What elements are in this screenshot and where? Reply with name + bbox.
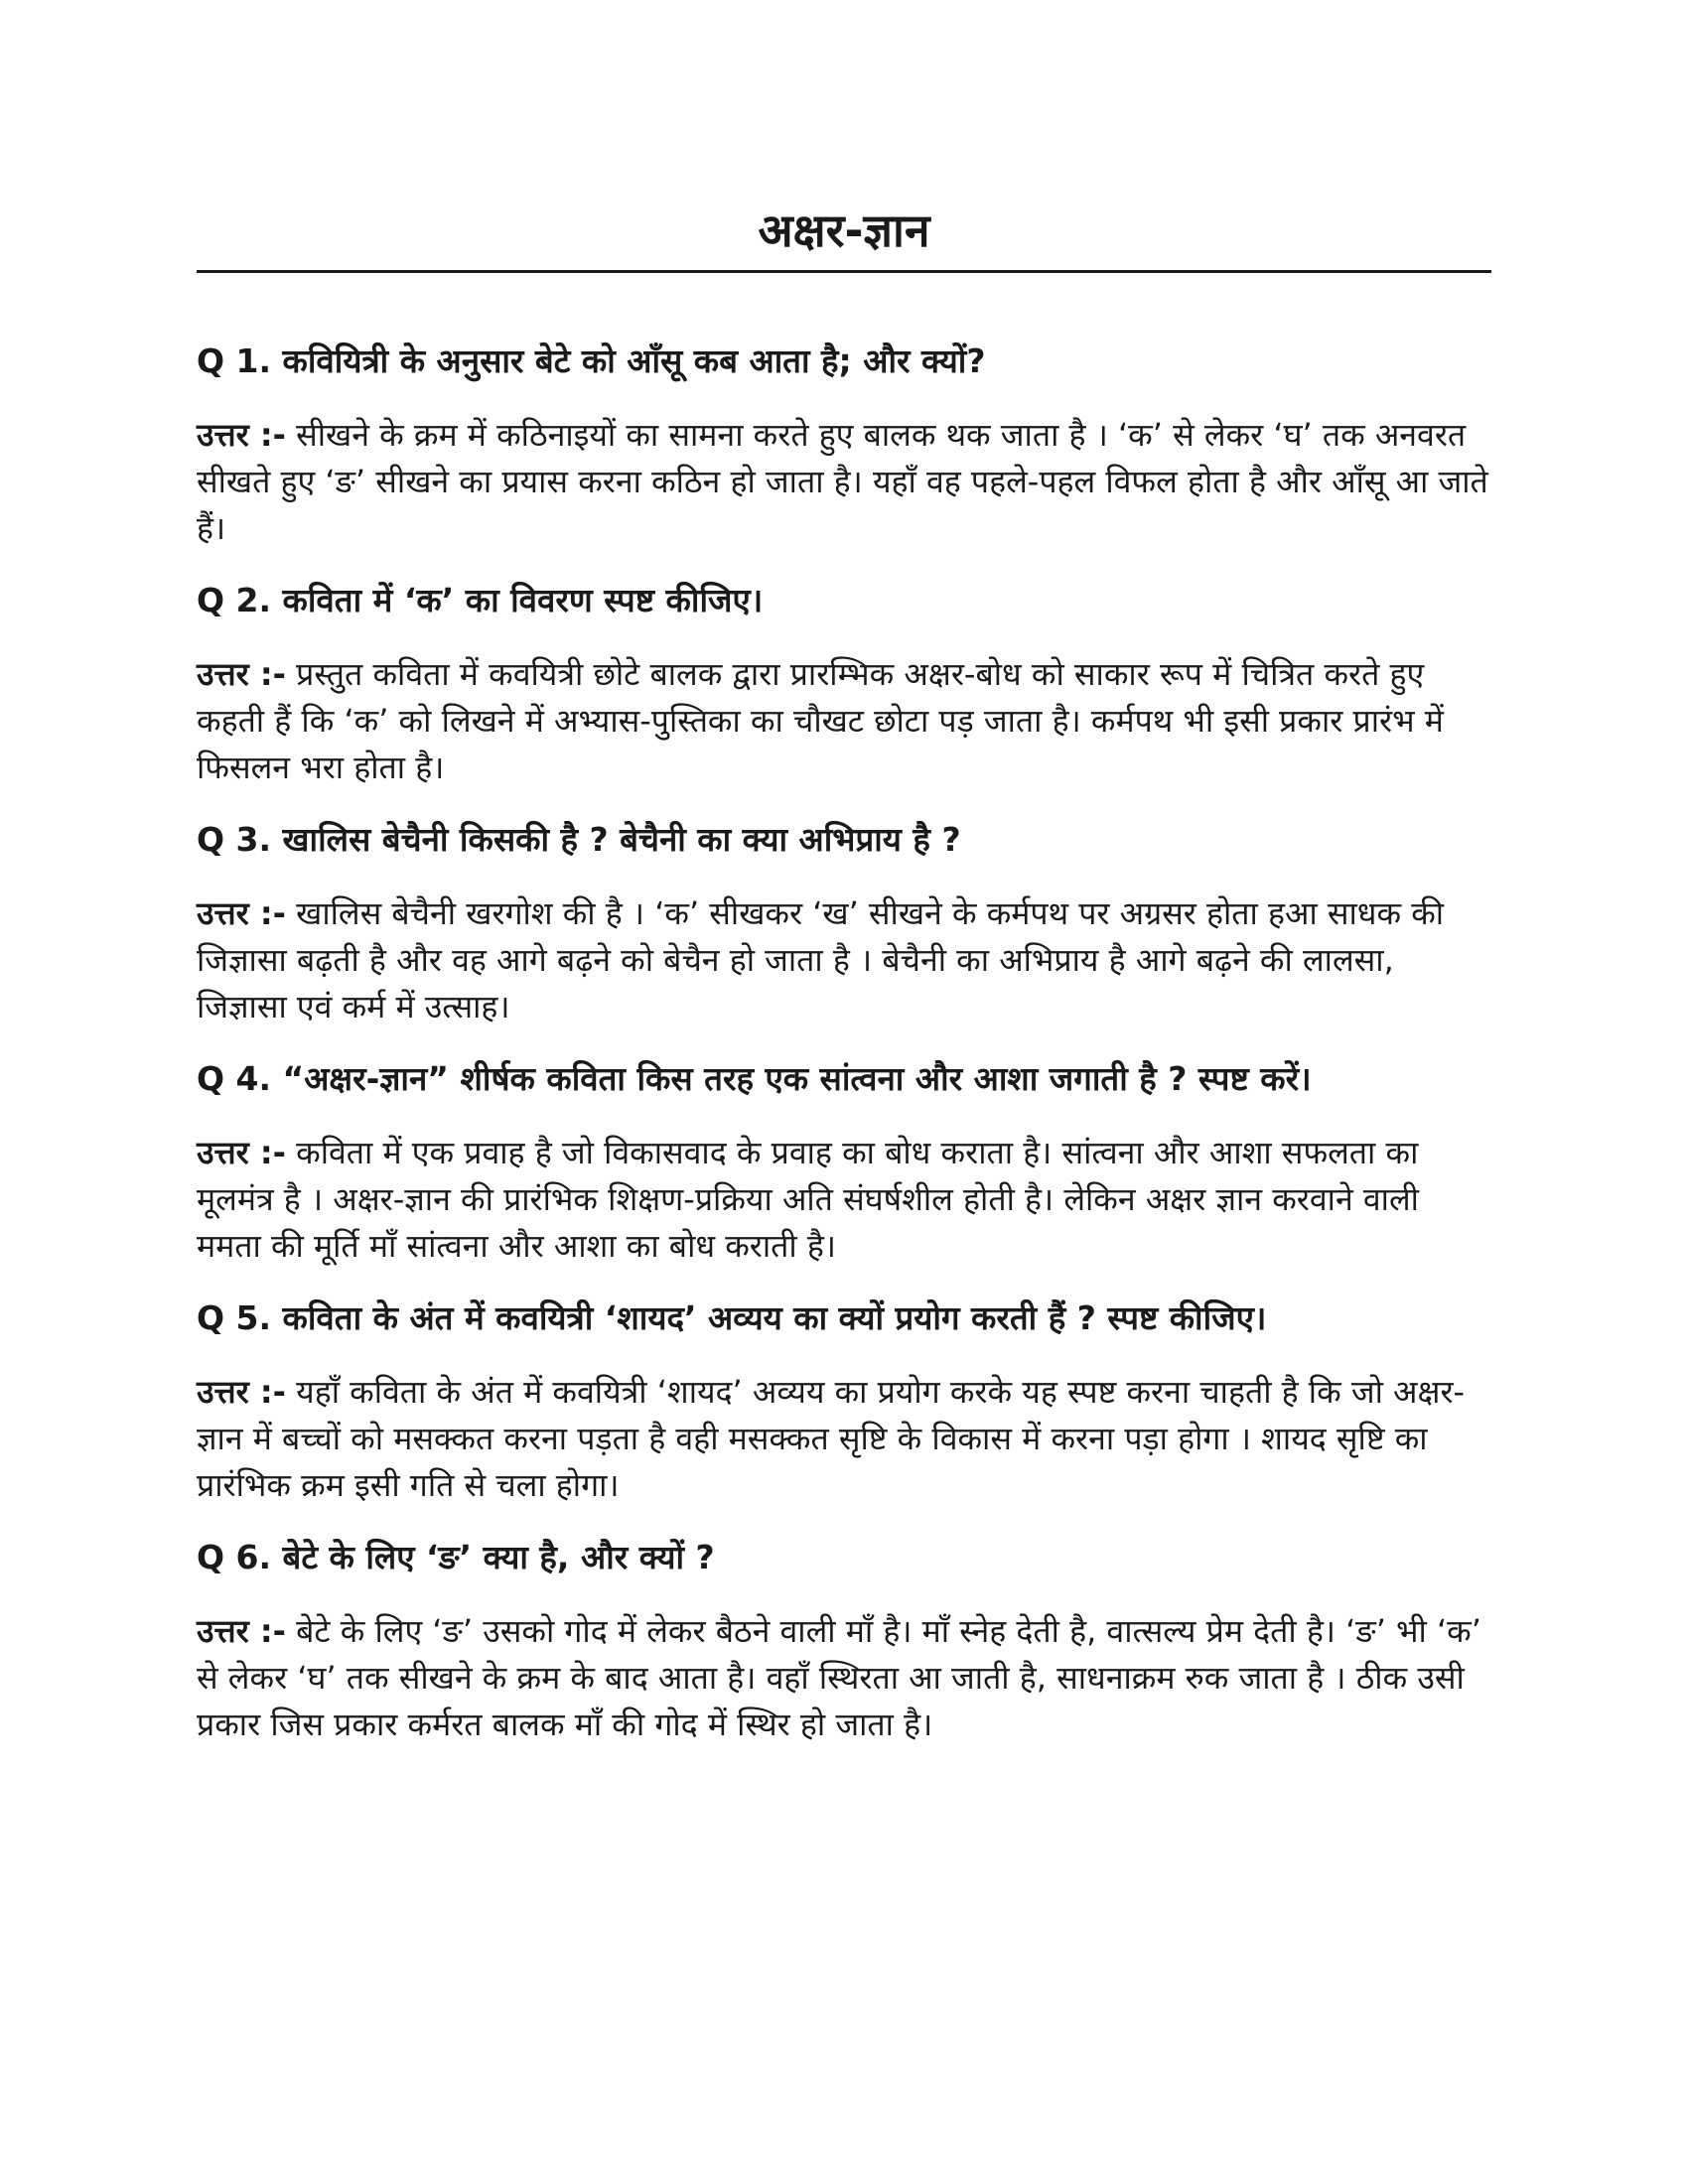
question-2: Q 2. कविता में ‘क’ का विवरण स्पष्ट कीजिए। (197, 581, 764, 619)
question-4: Q 4. “अक्षर-ज्ञान” शीर्षक कविता किस तरह एक सांत्वना और आशा जगाती है ? स्पष्ट करें। (197, 1059, 1312, 1098)
title-divider (197, 270, 1491, 273)
qa-item-1 (197, 339, 1491, 552)
qa-item-5 (197, 1296, 1491, 1509)
answer-text: यहाँ कविता के अंत में कवयित्री ‘शायद’ अव्यय का प्रयोग करके यह स्पष्ट करना चाहती है कि जो अक्षर-ज्ञान में बच्चों को मसक्कत करना पड़ता है वही मसक्कत सृष्टि के विकास में करना पड़ा होगा । शायद सृष्टि का प्रारंभिक क्रम इसी गति से चला होगा। (197, 1373, 1466, 1504)
question-6: Q 6. बेटे के लिए ‘ङ’ क्या है, और क्यों ? (197, 1538, 715, 1576)
qa-item-2 (197, 578, 1491, 791)
answer-2 (197, 651, 1491, 791)
answer-label: उत्तर :- (197, 894, 286, 932)
answer-1 (197, 412, 1491, 552)
question-1: Q 1. कवियित्री के अनुसार बेटे को आँसू कब आता है; और क्यों? (197, 341, 986, 380)
document-page (197, 199, 1491, 1774)
answer-label: उत्तर :- (197, 1373, 286, 1411)
answer-4 (197, 1130, 1491, 1270)
answer-6 (197, 1608, 1491, 1748)
page-title: अक्षर-ज्ञान (758, 204, 930, 257)
qa-item-4 (197, 1056, 1491, 1270)
qa-list (197, 339, 1491, 1748)
answer-3 (197, 890, 1491, 1030)
answer-text: प्रस्तुत कविता में कवयित्री छोटे बालक द्वारा प्रारम्भिक अक्षर-बोध को साकार रूप में चित्रित करते हुए कहती हैं कि ‘क’ को लिखने में अभ्यास-पुस्तिका का चौखट छोटा पड़ जाता है। कर्मपथ भी इसी प्रकार प्रारंभ में फिसलन भरा होता है। (197, 655, 1444, 786)
answer-label: उत्तर :- (197, 1612, 286, 1650)
answer-5 (197, 1369, 1491, 1509)
answer-label: उत्तर :- (197, 1134, 286, 1171)
qa-item-6 (197, 1535, 1491, 1748)
question-3: Q 3. खालिस बेचैनी किसकी है ? बेचैनी का क्या अभिप्राय है ? (197, 820, 961, 859)
answer-text: खालिस बेचैनी खरगोश की है । ‘क’ सीखकर ‘ख’ सीखने के कर्मपथ पर अग्रसर होता हआ साधक की जिज्ञासा बढ़ती है और वह आगे बढ़ने को बेचैन हो जाता है । बेचैनी का अभिप्राय है आगे बढ़ने की लालसा, जिज्ञासा एवं कर्म में उत्साह। (197, 894, 1445, 1025)
answer-text: बेटे के लिए ‘ङ’ उसको गोद में लेकर बैठने वाली माँ है। माँ स्नेह देती है, वात्सल्य प्रेम देती है। ‘ङ’ भी ‘क’ से लेकर ‘घ’ तक सीखने के क्रम के बाद आता है। वहाँ स्थिरता आ जाती है, साधनाक्रम रुक जाता है । ठीक उसी प्रकार जिस प्रकार कर्मरत बालक माँ की गोद में स्थिर हो जाता है। (197, 1612, 1481, 1743)
answer-label: उत्तर :- (197, 416, 286, 454)
qa-item-3 (197, 817, 1491, 1030)
question-5: Q 5. कविता के अंत में कवयित्री ‘शायद’ अव्यय का क्यों प्रयोग करती हैं ? स्पष्ट कीजिए। (197, 1298, 1267, 1337)
answer-text: सीखने के क्रम में कठिनाइयों का सामना करते हुए बालक थक जाता है । ‘क’ से लेकर ‘घ’ तक अनवरत सीखते हुए ‘ङ’ सीखने का प्रयास करना कठिन हो जाता है। यहाँ वह पहले-पहल विफल होता है और आँसू आ जाते हैं। (197, 416, 1488, 547)
answer-label: उत्तर :- (197, 655, 286, 693)
answer-text: कविता में एक प्रवाह है जो विकासवाद के प्रवाह का बोध कराता है। सांत्वना और आशा सफलता का मूलमंत्र है । अक्षर-ज्ञान की प्रारंभिक शिक्षण-प्रक्रिया अति संघर्षशील होती है। लेकिन अक्षर ज्ञान करवाने वाली ममता की मूर्ति माँ सांत्वना और आशा का बोध कराती है। (197, 1134, 1419, 1265)
